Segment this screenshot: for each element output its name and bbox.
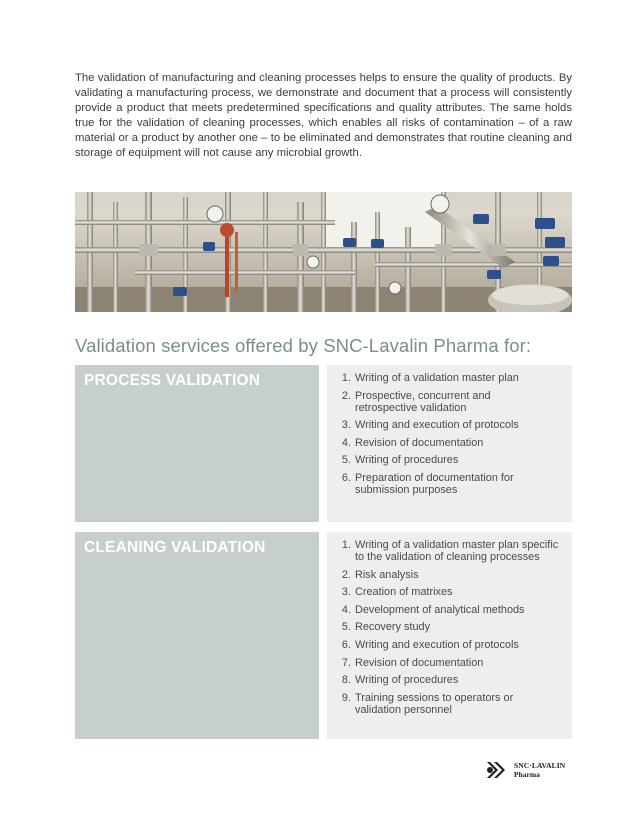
cleaning-validation-list bbox=[327, 532, 572, 739]
process-validation-list bbox=[327, 365, 572, 522]
logo-chevrons-icon bbox=[486, 761, 510, 779]
list-item: 4. Revision of documentation bbox=[341, 436, 484, 449]
list-item: 3. Writing and execution of protocols bbox=[341, 419, 519, 432]
list-item: 4. Development of analytical methods bbox=[341, 603, 525, 616]
list-item: 7. Revision of documentation bbox=[341, 656, 484, 669]
process-validation-label bbox=[75, 365, 319, 522]
list-item: 5. Recovery study bbox=[341, 621, 431, 634]
list-item: 9. Training sessions to operators or validation personnel bbox=[341, 691, 514, 716]
equipment-photo bbox=[75, 192, 572, 312]
list-item: 6. Writing and execution of protocols bbox=[341, 638, 519, 651]
list-item: 1. Writing of a validation master plan bbox=[341, 372, 519, 384]
process-validation-title: PROCESS VALIDATION bbox=[84, 372, 261, 389]
list-item: 8. Writing of procedures bbox=[341, 674, 459, 687]
logo-line2: Pharma bbox=[514, 770, 540, 779]
cleaning-validation-label bbox=[75, 532, 319, 739]
list-item: 1. Writing of a validation master plan specific to the validation of cleaning processes bbox=[341, 539, 559, 563]
logo-line1: SNC·LAVALIN bbox=[514, 761, 566, 770]
list-item: 6. Preparation of documentation for submission purposes bbox=[341, 471, 514, 496]
snc-lavalin-logo bbox=[486, 760, 576, 782]
services-heading: Validation services offered by SNC-Lavalin Pharma for: bbox=[75, 335, 532, 356]
list-item: 3. Creation of matrixes bbox=[341, 586, 453, 599]
list-item: 2. Prospective, concurrent and retrospective validation bbox=[341, 389, 491, 414]
list-item: 5. Writing of procedures bbox=[341, 454, 459, 467]
list-item: 2. Risk analysis bbox=[341, 568, 419, 581]
intro-paragraph: The validation of manufacturing and cleaning processes helps to ensure the quality of products. By validating a manufacturing process, we demonstrate and document that a process will consistently provide a product that meets predetermined specifications and quality attributes. The same holds true for the validation of cleaning processes, which enables all risks of contamination – of a raw material or a product by another one – to be eliminated and demonstrates that routine cleaning and storage of equipment will not cause any microbial growth. bbox=[75, 72, 572, 159]
cleaning-validation-title: CLEANING VALIDATION bbox=[84, 539, 266, 556]
